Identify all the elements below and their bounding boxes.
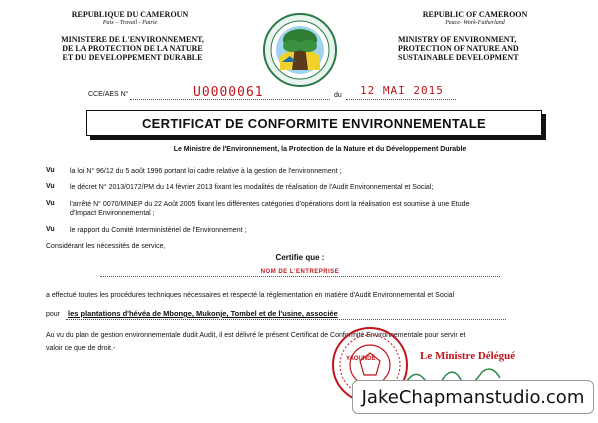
- date-prefix: du: [334, 92, 342, 99]
- left-country: REPUBLIQUE DU CAMEROUN: [71, 10, 189, 19]
- considerant: Considérant les nécessités de service,: [46, 243, 166, 250]
- left-ministry-line3: ET DU DEVELOPPEMENT DURABLE: [62, 53, 203, 62]
- ministry-emblem: [262, 12, 338, 88]
- left-ministry: [50, 35, 215, 62]
- right-ministry-line1: MINISTRY OF ENVIRONMENT,: [398, 35, 517, 44]
- certifie-que: Certifie que :: [275, 253, 325, 262]
- certificate-title-box: [86, 110, 542, 136]
- effectue-text: a effectué toutes les procédures techniques nécessaires et respecté la réglementation en matière d'Audit Environnemental et Social: [46, 292, 455, 299]
- vu-item-3-continued: d'Impact Environnemental ;: [70, 210, 155, 217]
- vu-item-4: le rapport du Comité Interministériel de l'Environnement ;: [70, 227, 247, 234]
- vu-item-2: le décret N° 2013/0172/PM du 14 février 2013 fixant les modalités de réalisation de l'Audit Environnemental et Social;: [70, 184, 434, 191]
- issuer: Le Ministre de l'Environnement, la Protection de la Nature et du Développement Durable: [173, 146, 467, 153]
- vu-label-4: Vu: [46, 226, 55, 233]
- left-motto: Paix – Travail - Patrie: [102, 20, 158, 26]
- left-header: [55, 10, 205, 27]
- conclusion-line-1: Au vu du plan de gestion environnementale dudit Audit, il est délivré le présent Certificat de Conformité Environnementale pour servir et: [46, 332, 466, 339]
- pour-value: les plantations d'hévéa de Mbonge, Mukonje, Tombel et de l'usine, associée: [68, 309, 338, 318]
- vu-label-3: Vu: [46, 200, 55, 207]
- left-ministry-line2: DE LA PROTECTION DE LA NATURE: [62, 44, 203, 53]
- right-ministry-line3: SUSTAINABLE DEVELOPMENT: [398, 53, 519, 62]
- certificate-title: CERTIFICAT DE CONFORMITE ENVIRONNEMENTALE: [141, 115, 487, 131]
- pour-line: [66, 319, 506, 320]
- vu-label-2: Vu: [46, 183, 55, 190]
- vu-item-1: la loi N° 96/12 du 5 août 1996 portant loi cadre relative à la gestion de l'environnement ;: [70, 168, 342, 175]
- right-motto: Peace- Work-Fatherland: [445, 20, 505, 26]
- right-ministry: [398, 35, 558, 62]
- signature-title: Le Ministre Délégué: [420, 350, 516, 362]
- right-header: [395, 10, 555, 27]
- conclusion-line-2: valoir ce que de droit.-: [46, 345, 116, 352]
- left-ministry-line1: MINISTERE DE L'ENVIRONNEMENT,: [61, 35, 204, 44]
- company-line: [100, 276, 500, 277]
- company-name: NOM DE L'ENTREPRISE: [260, 269, 340, 275]
- pour-label: pour: [46, 311, 61, 318]
- date-line: [346, 99, 456, 100]
- right-ministry-line2: PROTECTION OF NATURE AND: [398, 44, 519, 53]
- vu-label-1: Vu: [46, 167, 55, 174]
- reference-prefix: CCE/AES N°: [88, 91, 129, 98]
- issue-date: 12 MAI 2015: [360, 84, 444, 97]
- certificate-number: U0000061: [193, 85, 264, 100]
- stamp-text: YAOUNDÉ: [346, 356, 376, 362]
- watermark-text: JakeChapmanstudio.com: [361, 386, 585, 408]
- vu-item-3: l'arrêté N° 0070/MINEP du 22 Août 2005 fixant les différentes catégories d'opérations dont la réalisation est soumise à une Etude: [70, 201, 470, 208]
- right-country: REPUBLIC OF CAMEROON: [422, 10, 528, 19]
- watermark-banner: [352, 380, 594, 414]
